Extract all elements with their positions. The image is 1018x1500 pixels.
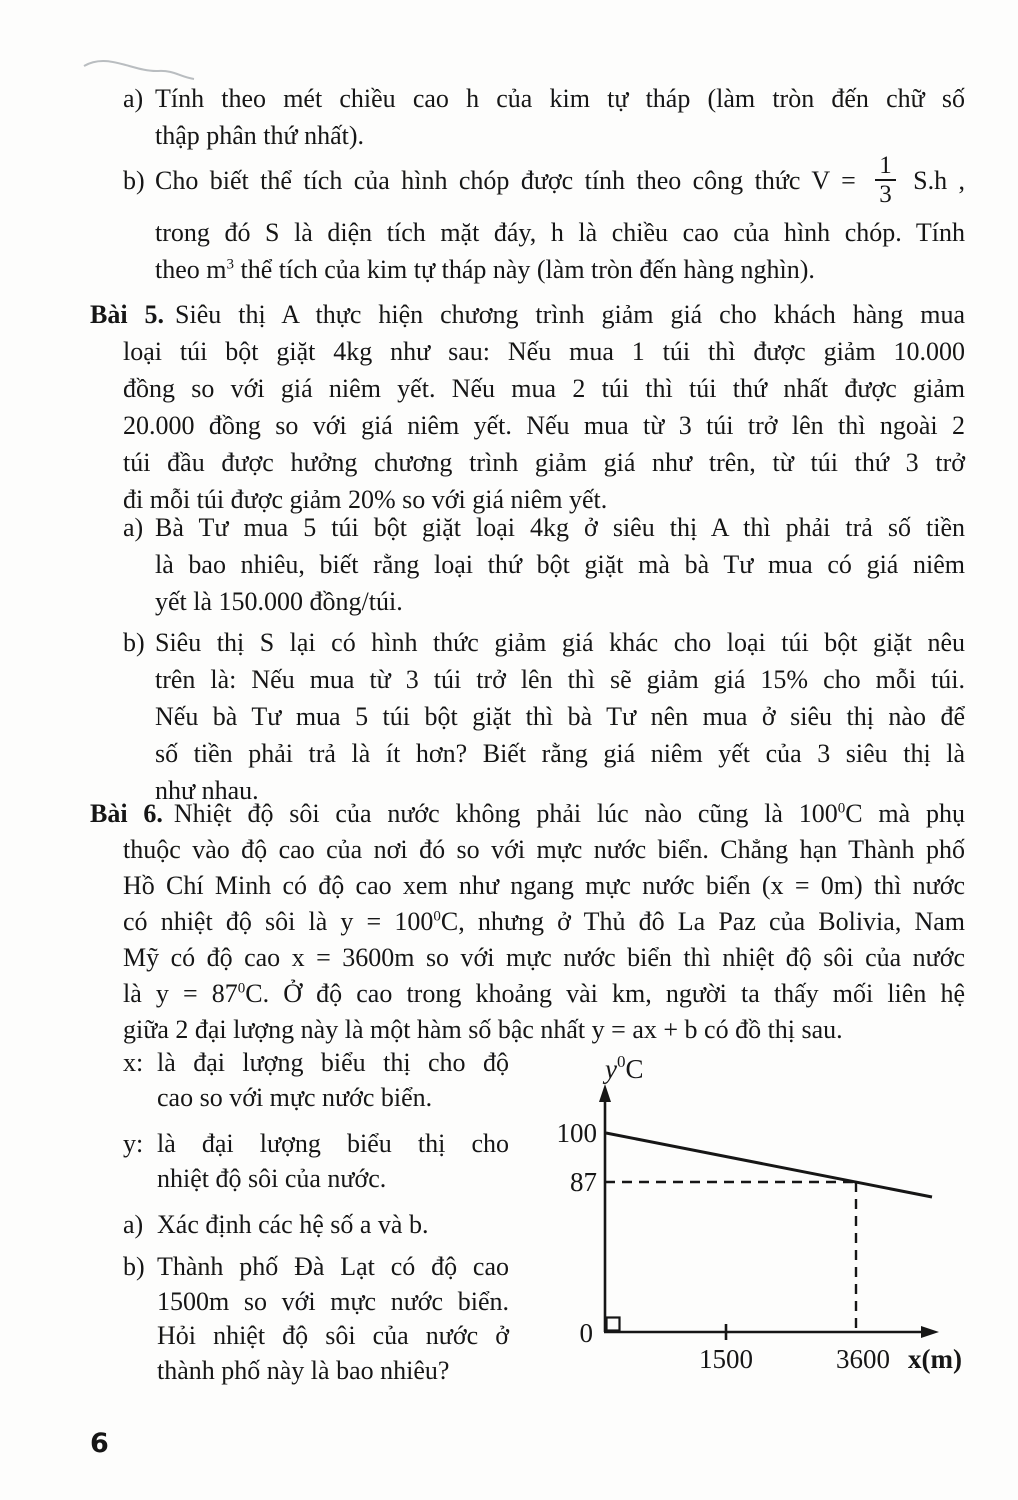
text-line: Tính theo mét chiều cao h của kim tự tháp (làm tròn đến chữ số xyxy=(155,84,965,113)
text-line: 1500m so với mực nước biển. xyxy=(157,1286,509,1316)
text-line: giữa 2 đại lượng này là một hàm số bậc nhất y = ax + b có đồ thị sau. xyxy=(123,1015,843,1044)
question-a xyxy=(123,1208,509,1243)
text-line: nhiệt độ sôi của nước. xyxy=(157,1163,387,1193)
text-line: thập phân thứ nhất). xyxy=(155,121,365,150)
y-axis-title xyxy=(602,1052,644,1084)
page-number: 6 xyxy=(90,1428,109,1459)
text-line: là bao nhiêu, biết rằng loại thứ bột giặt mà bà Tư mua có giá niêm xyxy=(155,550,965,579)
y-tick-100: 100 xyxy=(556,1118,597,1148)
text-segment: C. Ở độ cao trong khoảng vài km, người ta thấy mối liên hệ xyxy=(245,979,965,1008)
formula-line xyxy=(155,150,965,214)
text-segment: theo m xyxy=(155,255,227,285)
superscript: 0 xyxy=(433,908,441,925)
question-b xyxy=(123,1250,509,1388)
text-line: Thành phố Đà Lạt có độ cao xyxy=(157,1252,509,1281)
y-tick-0: 0 xyxy=(579,1318,593,1348)
fraction-denominator: 3 xyxy=(875,179,896,208)
item-marker: b) xyxy=(123,1252,145,1281)
text-line: thành phố này là bao nhiêu? xyxy=(157,1355,450,1385)
text-line xyxy=(123,904,965,940)
text-segment: Siêu thị A thực hiện chương trình giảm giá cho khách hàng mua xyxy=(175,300,966,329)
y-axis-title-sup: 0 xyxy=(616,1052,626,1071)
text-line: là đại lượng biểu thị cho xyxy=(157,1129,509,1158)
text-line xyxy=(123,976,965,1012)
y-tick-87: 87 xyxy=(570,1167,597,1197)
text-line: Mỹ có độ cao x = 3600m so với mực nước biển thì nhiệt độ sôi của nước xyxy=(123,943,965,972)
text-line: trên là: Nếu mua từ 3 túi trở lên thì sẽ giảm giá 15% cho mỗi túi. xyxy=(155,665,965,694)
item-marker: y: xyxy=(123,1129,144,1158)
item-marker: b) xyxy=(123,166,145,195)
bai5-item-a xyxy=(123,509,965,620)
text-line: trong đó S là diện tích mặt đáy, h là chiều cao của hình chóp. Tính xyxy=(155,218,965,248)
text-line: như nhau. xyxy=(155,776,259,805)
text-line: túi đầu được hưởng chương trình giảm giá như trên, từ túi thứ 3 trở xyxy=(123,448,965,477)
y-axis-title-var: y xyxy=(605,1054,617,1084)
bai6-paragraph xyxy=(90,796,965,1048)
text-segment: C mà phụ xyxy=(845,799,965,828)
text-segment: là y = 87 xyxy=(123,979,238,1008)
x-axis-title: x(m) xyxy=(908,1344,962,1374)
fraction-numerator: 1 xyxy=(879,152,892,180)
text-line: đồng so với giá niêm yết. Nếu mua 2 túi thì túi thứ nhất được giảm xyxy=(123,374,965,403)
note-x xyxy=(123,1046,509,1115)
y-axis-title-unit: C xyxy=(625,1054,644,1084)
text-line: đi mỗi túi được giảm 20% so với giá niêm yết. xyxy=(123,485,608,514)
problem4-item-b xyxy=(123,150,965,288)
fraction-one-third xyxy=(875,152,896,208)
superscript: 0 xyxy=(237,980,246,997)
text-line: Siêu thị S lại có hình thức giảm giá khác cho loại túi bột giặt nêu xyxy=(155,628,965,657)
text-line: yết là 150.000 đồng/túi. xyxy=(155,587,403,616)
text-line: 20.000 đồng so với giá niêm yết. Nếu mua từ 3 túi trở lên thì ngoài 2 xyxy=(123,411,965,440)
text-line xyxy=(90,796,965,832)
bai5-item-b xyxy=(123,624,965,809)
text-line: Bà Tư mua 5 túi bột giặt loại 4kg ở siêu thị A thì phải trả số tiền xyxy=(155,513,965,542)
text-segment: C, nhưng ở Thủ đô La Paz của Bolivia, Nam xyxy=(440,907,966,936)
text-line: số tiền phải trả là ít hơn? Biết rằng giá niêm yết của 3 siêu thị là xyxy=(155,739,965,768)
text-line: Nếu bà Tư mua 5 túi bột giặt thì bà Tư nên mua ở siêu thị nào để xyxy=(155,702,965,731)
y-axis-arrow-icon xyxy=(599,1084,611,1102)
data-line xyxy=(606,1133,932,1197)
text-line: cao so với mực nước biển. xyxy=(157,1082,433,1112)
note-y xyxy=(123,1127,509,1196)
line-chart xyxy=(545,1048,990,1383)
text-line xyxy=(155,251,965,288)
right-angle-marker xyxy=(607,1318,620,1331)
text-line: là đại lượng biểu thị cho độ xyxy=(157,1048,509,1077)
x-tick-3600: 3600 xyxy=(836,1344,890,1374)
x-tick-1500: 1500 xyxy=(699,1344,753,1374)
item-marker: a) xyxy=(123,1210,144,1239)
text-line: Hỏi nhiệt độ sôi của nước ở xyxy=(157,1321,509,1350)
text-segment: Nhiệt độ sôi của nước không phải lúc nào cũng là 100 xyxy=(173,799,838,828)
formula-text: Cho biết thể tích của hình chóp được tính theo công thức V = xyxy=(155,166,856,195)
temperature-altitude-graph xyxy=(545,1048,990,1390)
problem-label: Bài 6. xyxy=(90,799,163,828)
problem4-item-a xyxy=(123,80,965,154)
item-marker: a) xyxy=(123,513,144,542)
x-axis-arrow-icon xyxy=(921,1326,939,1338)
text-line: Xác định các hệ số a và b. xyxy=(157,1210,429,1239)
superscript: 0 xyxy=(837,800,846,817)
text-line: loại túi bột giặt 4kg như sau: Nếu mua 1 túi thì được giảm 10.000 xyxy=(123,337,965,366)
problem-label: Bài 5. xyxy=(90,300,165,329)
superscript: 3 xyxy=(226,256,234,273)
bai5-paragraph xyxy=(90,296,965,518)
item-marker: b) xyxy=(123,628,145,657)
item-marker: a) xyxy=(123,84,144,113)
text-segment: thể tích của kim tự tháp này (làm tròn đến hàng nghìn). xyxy=(240,255,815,285)
text-line: Hồ Chí Minh có độ cao xem như ngang mực nước biển (x = 0m) thì nước xyxy=(123,871,965,900)
text-line: thuộc vào độ cao của nơi đó so với mực nước biển. Chẳng hạn Thành phố xyxy=(123,835,965,864)
text-segment: có nhiệt độ sôi là y = 100 xyxy=(123,907,434,936)
text-line xyxy=(90,296,965,333)
item-marker: x: xyxy=(123,1048,144,1077)
formula-text: S.h , xyxy=(913,166,965,195)
